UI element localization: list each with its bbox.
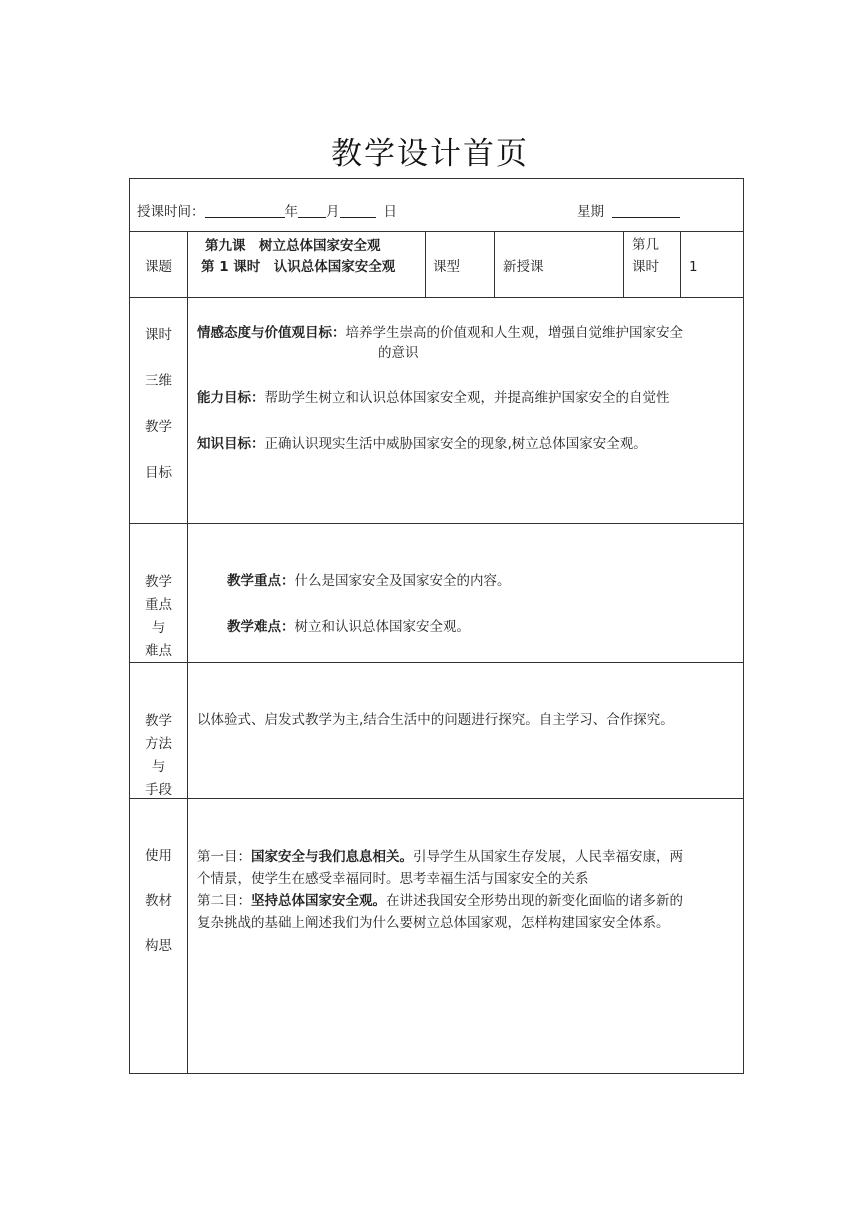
date-blank[interactable] (205, 203, 285, 218)
material-item1-line2: 个情景，使学生在感受幸福同时。思考幸福生活与国家安全的关系 (197, 871, 589, 887)
focus-label: 教学重点： (227, 573, 295, 589)
item1-heading: 国家安全与我们息息相关。 (251, 849, 413, 865)
column-divider (623, 231, 624, 297)
teaching-difficulty (227, 617, 470, 637)
keypoints-label-4: 难点 (145, 643, 172, 659)
day-blank[interactable] (340, 203, 376, 218)
date-row (137, 203, 397, 221)
objectives-label-2: 三维 (145, 373, 172, 389)
year-label: 年 (284, 204, 298, 220)
methods-label-3: 与 (151, 759, 166, 775)
ability-label: 能力目标： (197, 390, 265, 406)
objectives-label (130, 325, 187, 483)
row-divider (129, 523, 744, 524)
item1-text-a: 引导学生从国家生存发展，人民幸福安康，两 (413, 849, 683, 865)
material-label (130, 846, 187, 956)
material-item2-line1 (197, 891, 683, 911)
keypoints-label-1: 教学 (145, 574, 172, 590)
column-divider (494, 231, 495, 297)
methods-label (130, 710, 187, 802)
lesson-title-line1: 第九课 树立总体国家安全观 (205, 238, 381, 254)
keypoints-label (130, 571, 187, 663)
item1-prefix: 第一目： (197, 849, 251, 865)
label-column-divider (187, 231, 188, 1074)
column-divider (425, 231, 426, 297)
objectives-label-4: 目标 (145, 465, 172, 481)
item2-text-a: 在讲述我国安全形势出现的新变化面临的诸多新的 (386, 893, 683, 909)
knowledge-text: 正确认识现实生活中威胁国家安全的现象,树立总体国家安全观。 (264, 436, 647, 452)
methods-label-2: 方法 (145, 736, 172, 752)
lesson-title-line2: 第 1 课时 认识总体国家安全观 (201, 259, 396, 275)
emotion-label: 情感态度与价值观目标： (197, 325, 346, 341)
keypoints-label-2: 重点 (145, 597, 172, 613)
weekday-blank[interactable] (612, 203, 680, 218)
type-label: 课型 (433, 259, 460, 275)
month-blank[interactable] (298, 203, 326, 218)
weekday-row (577, 203, 680, 221)
month-label: 月 (326, 204, 340, 220)
material-label-1: 使用 (145, 848, 172, 864)
item2-heading: 坚持总体国家安全观。 (251, 893, 386, 909)
row-divider (129, 662, 744, 663)
material-label-3: 构思 (145, 938, 172, 954)
period-label-2: 课时 (632, 259, 659, 275)
keypoints-label-3: 与 (151, 620, 166, 636)
ability-objective (197, 388, 670, 408)
weekday-label: 星期 (577, 204, 604, 220)
objectives-label-3: 教学 (145, 419, 172, 435)
knowledge-label: 知识目标： (197, 436, 265, 452)
material-item2-line2: 复杂挑战的基础上阐述我们为什么要树立总体国家观，怎样构建国家安全体系。 (197, 915, 670, 931)
focus-text: 什么是国家安全及国家安全的内容。 (294, 573, 511, 589)
row-divider (129, 231, 744, 232)
column-divider (680, 231, 681, 297)
objectives-label-1: 课时 (145, 327, 172, 343)
row-divider (129, 798, 744, 799)
teaching-focus (227, 571, 511, 591)
emotion-objective (197, 323, 683, 343)
knowledge-objective (197, 434, 647, 454)
emotion-text: 培养学生崇高的价值观和人生观，增强自觉维护国家安全 (345, 325, 683, 341)
difficulty-text: 树立和认识总体国家安全观。 (294, 619, 470, 635)
type-value: 新授课 (503, 259, 544, 275)
ability-text: 帮助学生树立和认识总体国家安全观，并提高维护国家安全的自觉性 (264, 390, 670, 406)
date-label: 授课时间： (137, 204, 205, 220)
emotion-objective-cont: 的意识 (378, 345, 419, 361)
topic-label: 课题 (145, 259, 172, 275)
material-label-2: 教材 (145, 893, 172, 909)
methods-label-4: 手段 (145, 782, 172, 798)
difficulty-label: 教学难点： (227, 619, 295, 635)
page-title: 教学设计首页 (331, 136, 529, 172)
period-label-1: 第几 (632, 237, 659, 253)
item2-prefix: 第二目： (197, 893, 251, 909)
day-label: 日 (383, 204, 397, 220)
period-value: 1 (689, 259, 698, 275)
row-divider (129, 297, 744, 298)
material-item1-line1 (197, 847, 683, 867)
methods-label-1: 教学 (145, 713, 172, 729)
methods-text: 以体验式、启发式教学为主,结合生活中的问题进行探究。自主学习、合作探究。 (197, 712, 674, 728)
